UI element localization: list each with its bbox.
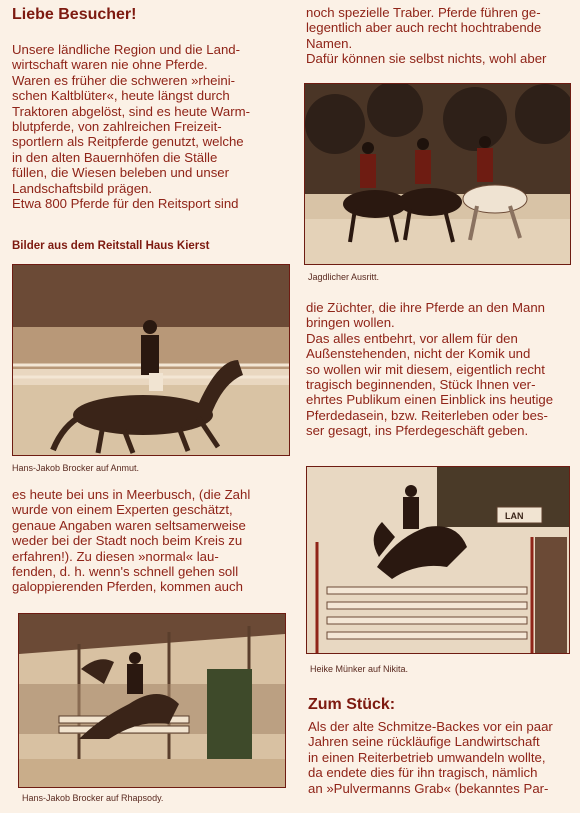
text-line: ser gesagt, ins Pferdegeschäft geben. (306, 423, 529, 439)
text-line: fenden, d. h. wenn's schnell gehen soll (12, 564, 239, 580)
right-paragraph-2 (306, 300, 576, 439)
photo-jumping-rhapsody (18, 613, 286, 788)
text-line: Unsere ländliche Region und die Land- (12, 42, 241, 57)
text-line: bringen wollen. (306, 315, 395, 331)
page-heading: Liebe Besucher! (12, 6, 137, 23)
caption-hunting-ride: Jagdlicher Ausritt. (308, 272, 380, 282)
text-line: füllen, die Wiesen beleben und unser (12, 165, 230, 181)
text-line: Landschaftsbild prägen. (12, 180, 153, 196)
text-line: da endete dies für ihn tragisch, nämlich (308, 765, 538, 781)
text-line: weder bei der Stadt noch beim Kreis zu (12, 533, 243, 549)
text-line: noch spezielle Traber. Pferde führen ge- (306, 5, 541, 20)
text-line: Außenstehenden, nicht der Komik und (306, 346, 531, 362)
right-paragraph-1 (306, 5, 576, 67)
text-line: ehrtes Publikum einen Einblick ins heutige (306, 392, 554, 408)
text-line: wirtschaft waren nie ohne Pferde. (12, 57, 208, 73)
text-line: legentlich aber auch recht hochtrabende (306, 20, 542, 36)
text-line: Pferdedasein, bzw. Reiterleben oder bes- (306, 407, 548, 423)
text-line: Das alles entbehrt, vor allem für den (306, 330, 518, 346)
text-line: die Züchter, die ihre Pferde an den Mann (306, 300, 545, 315)
photo-dressage-anmut (12, 264, 290, 456)
text-line: in den alten Bauernhöfen die Ställe (12, 149, 218, 165)
intro-paragraph (12, 42, 292, 211)
text-line: in einen Reiterbetrieb umwandeln wollte, (308, 749, 546, 765)
photo-hunting-ride (304, 83, 571, 265)
text-line: schen Kaltblüter«, heute längst durch (12, 88, 230, 104)
text-line: Dafür können sie selbst nichts, wohl aber (306, 51, 547, 67)
right-paragraph-3 (308, 719, 576, 796)
text-line: so wollen wir mit diesem, eigentlich recht (306, 361, 545, 377)
caption-nikita: Heike Münker auf Nikita. (310, 664, 409, 674)
body-paragraph-2 (12, 487, 297, 595)
caption-rhapsody: Hans-Jakob Brocker auf Rhapsody. (22, 793, 164, 803)
text-line: blutpferde, von zahlreichen Freizeit- (12, 119, 222, 135)
caption-anmut: Hans-Jakob Brocker auf Anmut. (12, 463, 140, 473)
text-line: genaue Angaben waren seltsamerweise (12, 517, 246, 533)
text-line: Als der alte Schmitze-Backes vor ein paar (308, 719, 553, 734)
photos-subheading: Bilder aus dem Reitstall Haus Kierst (12, 240, 210, 252)
sign-text: LAN (505, 511, 524, 521)
text-line: erfahren!). Zu diesen »normal« lau- (12, 548, 219, 564)
text-line: sportlern als Reitpferde genutzt, welche (12, 134, 244, 150)
photo-jumping-nikita (306, 466, 570, 654)
text-line: galoppierenden Pferden, kommen auch (12, 579, 243, 595)
text-line: Namen. (306, 35, 353, 51)
text-line: tragisch beginnenden, Stück Ihnen ver- (306, 377, 536, 393)
text-line: an »Pulvermanns Grab« (bekanntes Par- (308, 780, 549, 796)
text-line: Waren es früher die schweren »rheini- (12, 72, 236, 88)
text-line: Traktoren abgelöst, sind es heute Warm- (12, 103, 250, 119)
text-line: es heute bei uns in Meerbusch, (die Zahl (12, 487, 251, 502)
text-line: Jahren seine rückläufige Landwirtschaft (308, 734, 540, 750)
text-line: wurde von einem Experten geschätzt, (12, 502, 233, 518)
section-heading-zum-stueck: Zum Stück: (308, 696, 396, 713)
text-line: Etwa 800 Pferde für den Reitsport sind (12, 196, 239, 212)
